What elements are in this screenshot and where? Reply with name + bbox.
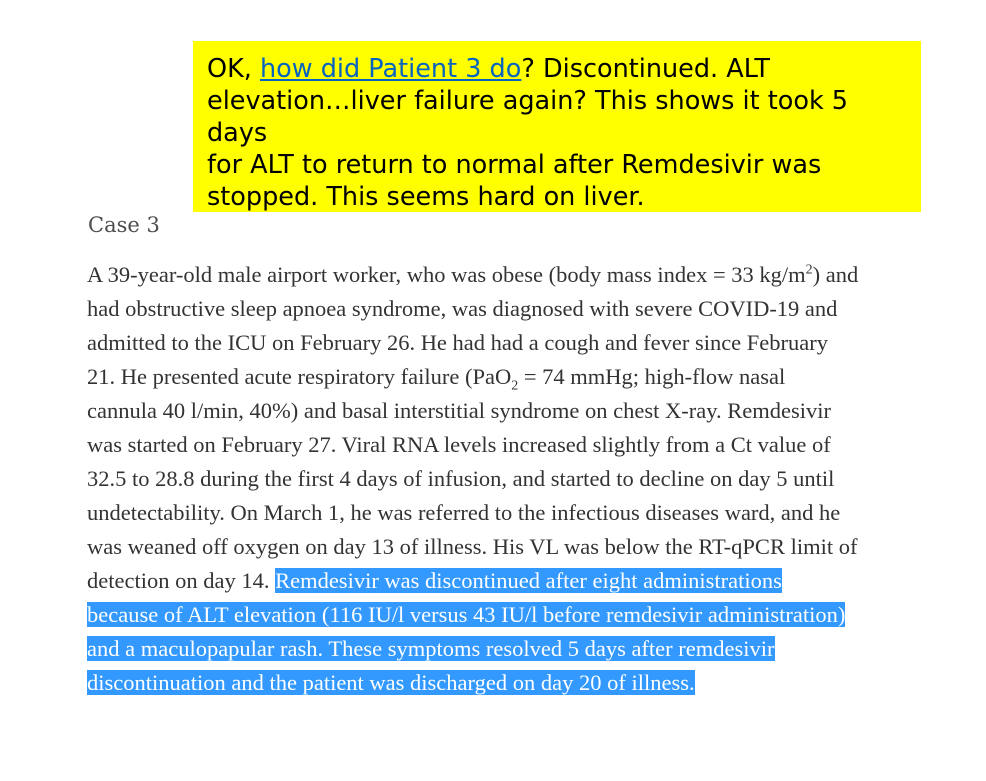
- callout-line-1-rest: ? Discontinued. ALT: [521, 54, 770, 84]
- paragraph-line-11: [87, 598, 957, 632]
- paragraph-line-13: [87, 666, 957, 700]
- paragraph-line-1: [87, 258, 957, 292]
- line-10-text: detection on day 14.: [87, 568, 276, 593]
- paragraph-line-6: was started on February 27. Viral RNA levels increased slightly from a Ct value of: [87, 432, 831, 457]
- patient-3-link[interactable]: how did Patient 3 do: [260, 54, 522, 84]
- line-4-text: 21. He presented acute respiratory failure (PaO: [87, 364, 512, 389]
- paragraph-line-10: [87, 564, 957, 598]
- paragraph-line-3: admitted to the ICU on February 26. He had had a cough and fever since February: [87, 330, 829, 355]
- paragraph-line-2: had obstructive sleep apnoea syndrome, was diagnosed with severe COVID-19 and: [87, 296, 838, 321]
- line-4-end: = 74 mmHg; high-flow nasal: [518, 364, 786, 389]
- case-heading: Case 3: [88, 213, 160, 237]
- callout-line-2: elevation…liver failure again? This shows it took 5 days: [207, 86, 849, 148]
- callout-line-3: for ALT to return to normal after Remdesivir was: [207, 150, 822, 180]
- selected-text[interactable]: because of ALT elevation (116 IU/l versus 43 IU/l before remdesivir administration): [87, 602, 846, 627]
- selected-text[interactable]: Remdesivir was discontinued after eight administrations: [275, 568, 782, 593]
- paragraph-line-9: was weaned off oxygen on day 13 of illness. His VL was below the RT-qPCR limit of: [87, 534, 858, 559]
- case-paragraph: [87, 258, 957, 700]
- paragraph-line-8: undetectability. On March 1, he was referred to the infectious diseases ward, and he: [87, 500, 841, 525]
- selected-text[interactable]: discontinuation and the patient was discharged on day 20 of illness.: [87, 670, 695, 695]
- callout-line-4: stopped. This seems hard on liver.: [207, 182, 645, 212]
- line-1-text: A 39-year-old male airport worker, who was obese (body mass index = 33 kg/m: [87, 262, 806, 287]
- callout-line-1: [207, 53, 911, 85]
- paragraph-line-4: [87, 360, 957, 394]
- paragraph-line-12: [87, 632, 957, 666]
- paragraph-line-5: cannula 40 l/min, 40%) and basal interstitial syndrome on chest X-ray. Remdesivir: [87, 398, 831, 423]
- comment-callout: [193, 41, 921, 212]
- subscript-2: 2: [511, 378, 519, 394]
- superscript-2: 2: [805, 262, 813, 278]
- paragraph-line-7: 32.5 to 28.8 during the first 4 days of infusion, and started to decline on day 5 until: [87, 466, 835, 491]
- callout-prefix: OK,: [207, 54, 261, 84]
- selected-text[interactable]: and a maculopapular rash. These symptoms resolved 5 days after remdesivir: [87, 636, 775, 661]
- line-1-end: ) and: [812, 262, 859, 287]
